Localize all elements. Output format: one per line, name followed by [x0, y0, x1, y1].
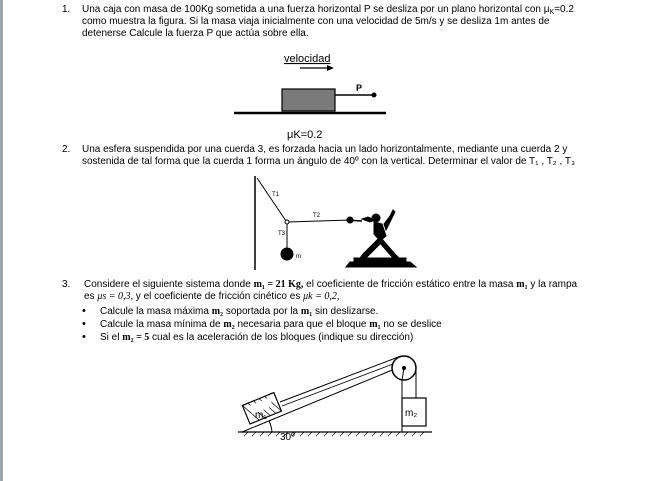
bullet-1-var-a: m₂	[211, 306, 224, 317]
rope-1	[257, 178, 286, 221]
bullet-1-var-b: m₁	[300, 306, 313, 317]
bullet-1-text-a: Calcule la masa máxima	[100, 306, 209, 317]
bullet-2-var-a: m₂	[223, 319, 235, 330]
problem3-text	[84, 279, 644, 303]
rope-junction	[285, 220, 289, 224]
problem3-m1-expr: m₁ = 21 Kg,	[253, 279, 304, 290]
problem3-muk-expr: μk = 0,2,	[303, 291, 340, 302]
force-label: P	[356, 83, 363, 93]
fencer-figure	[346, 210, 416, 267]
velocity-arrow	[300, 65, 334, 71]
problem1-mu-value: =0.2	[554, 4, 574, 15]
problem2-text	[82, 144, 642, 168]
problem1-mu-sub: K	[549, 9, 555, 16]
bullet-2-text-b: necesaria para que el bloque	[237, 319, 367, 330]
problem3-mus-expr: μs = 0,3,	[97, 291, 134, 302]
problem1-figure	[230, 50, 390, 142]
hanging-sphere	[281, 248, 294, 261]
problem3-number: 3.	[62, 279, 71, 290]
force-point	[372, 93, 377, 98]
problem3-figure	[236, 354, 436, 444]
bullet-symbol: •	[82, 305, 86, 317]
problem3-line2-b: y el coeficiente de fricción cinético es	[135, 291, 301, 302]
mass-label: m	[296, 254, 301, 260]
rope-2	[288, 220, 350, 222]
document-left-border	[0, 0, 3, 481]
bullet-3-text-a: Si el	[100, 332, 120, 343]
bullet-3-text-b: cual es la aceleración de los bloques (indique su dirección)	[152, 332, 414, 343]
problem2-line1: Una esfera suspendida por una cuerda 3, es forzada hacia un lado horizontalmente, mediante una cuerda 2 y	[82, 144, 568, 155]
angle-label: 30º	[280, 432, 295, 443]
bullet-1-text-c: sin deslizarse.	[315, 306, 379, 317]
ground-hatch	[244, 432, 424, 436]
problem3-intro-a: Considere el siguiente sistema donde	[84, 279, 251, 290]
problem1-line2: como muestra la figura. Si la masa viaja inicialmente con una velocidad de 5m/s y se desliza 1m antes de	[82, 16, 550, 27]
t3-label: T3	[278, 231, 286, 237]
problem1-line3: detenerse Calcule la fuerza P que actúa sobre ella.	[82, 28, 309, 39]
t2-label: T2	[313, 213, 321, 219]
bullet-2-text-c: no se deslice	[383, 319, 442, 330]
problem1-number: 1.	[62, 4, 71, 15]
problem1-line1: Una caja con masa de 100Kg sometida a una fuerza horizontal P se desliza por un plano horizontal con μ	[82, 4, 550, 15]
problem2-number: 2.	[62, 144, 71, 155]
bullet-2-text-a: Calcule la masa mínima de	[100, 319, 221, 330]
bullet-3-var-a: m₂ = 5	[122, 332, 150, 343]
t1-label: T1	[272, 192, 280, 198]
problem3-m1-token: m₁	[516, 279, 528, 290]
problem2-figure	[250, 174, 420, 274]
m1-label: m₁	[255, 410, 267, 421]
box-mass	[282, 89, 335, 111]
m2-label: m₂	[405, 408, 418, 419]
problem3-intro-c: y la rampa	[530, 279, 578, 290]
problem3-line2-a: es	[84, 291, 95, 302]
velocity-label: velocidad	[284, 53, 331, 65]
problem2-line2: sostenida de tal forma que la cuerda 1 forma un ángulo de 40º con la vertical. Determinar el valor de T₁ , T₂ , T₃	[82, 156, 576, 167]
problem3-intro-b: el coeficiente de fricción estático entre la masa	[306, 279, 514, 290]
bullet-symbol: •	[82, 331, 86, 343]
bullet-1-text-b: soportada por la	[225, 306, 299, 317]
problem1-text	[82, 4, 642, 40]
friction-label: μK=0.2	[287, 129, 323, 141]
bullet-2-var-b: m₁	[369, 319, 381, 330]
bullet-symbol: •	[82, 318, 86, 330]
